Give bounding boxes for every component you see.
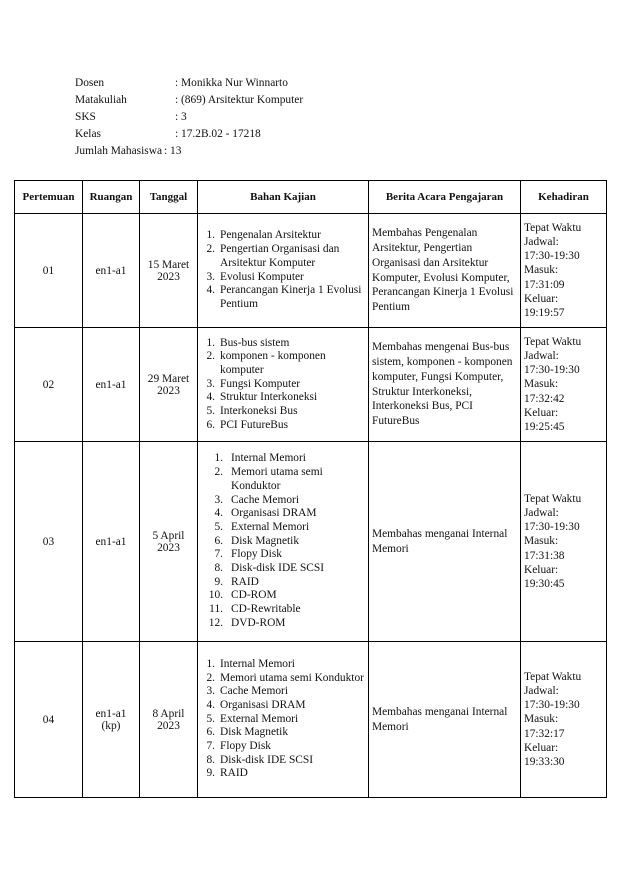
topic-item: 5. Interkoneksi Bus xyxy=(206,405,298,418)
dosen-value: : Monikka Nur Winnarto xyxy=(175,77,288,89)
topic-item: 5. External Memori xyxy=(214,520,310,533)
table-row xyxy=(15,214,607,328)
dosen-label: Dosen xyxy=(75,77,105,89)
kehadiran-cell: Tepat Waktu Jadwal: 17:30-19:30 Masuk: 17:31:09 Keluar: 19:19:57 xyxy=(521,214,607,328)
topic-item: 1. Internal Memori xyxy=(206,657,295,670)
topic-item: 5. External Memori xyxy=(206,712,299,725)
tanggal-cell: 5 April 2023 xyxy=(140,442,198,642)
topic-item: 7. Flopy Disk xyxy=(206,740,271,753)
pertemuan-cell: 02 xyxy=(15,328,83,442)
matakuliah-label: Matakuliah xyxy=(75,94,127,106)
topic-item: 3. Cache Memori xyxy=(206,685,289,698)
pertemuan-cell: 04 xyxy=(15,642,83,798)
col-header-tanggal: Tanggal xyxy=(140,181,198,214)
berita-acara-cell: Membahas menganai Internal Memori xyxy=(369,642,521,798)
col-header-bahan-kajian: Bahan Kajian xyxy=(198,181,369,214)
topic-item: 3. Cache Memori xyxy=(214,493,300,506)
bahan-kajian-cell xyxy=(198,442,369,642)
topic-item: 9. RAID xyxy=(214,575,259,588)
jumlah-label: Jumlah Mahasiswa xyxy=(75,145,162,157)
kelas-label: Kelas xyxy=(75,128,101,140)
sks-value: : 3 xyxy=(175,111,187,123)
tanggal-cell: 8 April 2023 xyxy=(140,642,198,798)
berita-acara-cell: Membahas Pengenalan Arsitektur, Pengertian Organisasi dan Arsitektur Komputer, Evolusi Komputer, Perancangan Kinerja 1 Evolusi Pentium xyxy=(369,214,521,328)
sks-row xyxy=(75,109,303,126)
ruangan-cell: en1-a1 xyxy=(83,214,140,328)
tanggal-cell: 29 Maret 2023 xyxy=(140,328,198,442)
table-row xyxy=(15,642,607,798)
ruangan-cell: en1-a1 (kp) xyxy=(83,642,140,798)
topic-list xyxy=(201,658,365,781)
kehadiran-cell: Tepat Waktu Jadwal: 17:30-19:30 Masuk: 17:32:42 Keluar: 19:25:45 xyxy=(521,328,607,442)
kelas-value: : 17.2B.02 - 17218 xyxy=(175,128,261,140)
topic-item: 1. Internal Memori xyxy=(214,452,306,465)
topic-item: 2. Memori utama semi Konduktor xyxy=(214,466,323,492)
bahan-kajian-cell xyxy=(198,214,369,328)
berita-acara-cell: Membahas mengenai Bus-bus sistem, komponen - komponen komputer, Fungsi Komputer, Struktur Interkoneksi, Interkoneksi Bus, PCI FutureBus xyxy=(369,328,521,442)
pertemuan-cell: 03 xyxy=(15,442,83,642)
ruangan-cell: en1-a1 xyxy=(83,442,140,642)
topic-item: 4. Organisasi DRAM xyxy=(206,698,306,711)
topic-item: 1. Bus-bus sistem xyxy=(206,336,290,349)
topic-list xyxy=(201,452,365,630)
tanggal-cell: 15 Maret 2023 xyxy=(140,214,198,328)
topic-list xyxy=(201,229,365,311)
col-header-pertemuan: Pertemuan xyxy=(15,181,83,214)
table-row xyxy=(15,328,607,442)
sks-label: SKS xyxy=(75,111,96,123)
topic-item: 10. CD-ROM xyxy=(208,589,277,602)
table-row xyxy=(15,442,607,642)
topic-item: 11. CD-Rewritable xyxy=(209,603,301,616)
col-header-berita-acara: Berita Acara Pengajaran xyxy=(369,181,521,214)
topic-list xyxy=(201,337,365,433)
topic-item: 8. Disk-disk IDE SCSI xyxy=(206,753,314,766)
topic-item: 2. Pengertian Organisasi dan Arsitektur Komputer xyxy=(206,243,340,269)
topic-item: 6. Disk Magnetik xyxy=(214,534,300,547)
bahan-kajian-cell xyxy=(198,328,369,442)
kehadiran-cell: Tepat Waktu Jadwal: 17:30-19:30 Masuk: 17:31:38 Keluar: 19:30:45 xyxy=(521,442,607,642)
course-info xyxy=(75,75,303,160)
topic-item: 9. RAID xyxy=(206,767,248,780)
topic-item: 12. DVD-ROM xyxy=(208,616,286,629)
dosen-row xyxy=(75,75,303,92)
ruangan-cell: en1-a1 xyxy=(83,328,140,442)
topic-item: 4. Organisasi DRAM xyxy=(214,507,317,520)
topic-item: 2. Memori utama semi Konduktor xyxy=(206,671,364,684)
matakuliah-value: : (869) Arsitektur Komputer xyxy=(175,94,304,106)
topic-item: 6. PCI FutureBus xyxy=(206,418,289,431)
bahan-kajian-cell xyxy=(198,642,369,798)
topic-item: 4. Perancangan Kinerja 1 Evolusi Pentium xyxy=(206,284,362,310)
kelas-row xyxy=(75,126,303,143)
jumlah-row xyxy=(75,143,303,160)
topic-item: 2. komponen - komponen komputer xyxy=(206,350,326,376)
topic-item: 8. Disk-disk IDE SCSI xyxy=(214,562,325,575)
col-header-kehadiran: Kehadiran xyxy=(521,181,607,214)
attendance-table xyxy=(14,180,607,798)
jumlah-value: : 13 xyxy=(164,145,182,157)
pertemuan-cell: 01 xyxy=(15,214,83,328)
table-header-row xyxy=(15,181,607,214)
col-header-ruangan: Ruangan xyxy=(83,181,140,214)
topic-item: 3. Evolusi Komputer xyxy=(206,270,304,283)
berita-acara-cell: Membahas menganai Internal Memori xyxy=(369,442,521,642)
topic-item: 6. Disk Magnetik xyxy=(206,726,289,739)
matakuliah-row xyxy=(75,92,303,109)
topic-item: 3. Fungsi Komputer xyxy=(206,377,301,390)
kehadiran-cell: Tepat Waktu Jadwal: 17:30-19:30 Masuk: 17:32:17 Keluar: 19:33:30 xyxy=(521,642,607,798)
topic-item: 1. Pengenalan Arsitektur xyxy=(206,229,321,242)
topic-item: 7. Flopy Disk xyxy=(214,548,282,561)
topic-item: 4. Struktur Interkoneksi xyxy=(206,391,318,404)
